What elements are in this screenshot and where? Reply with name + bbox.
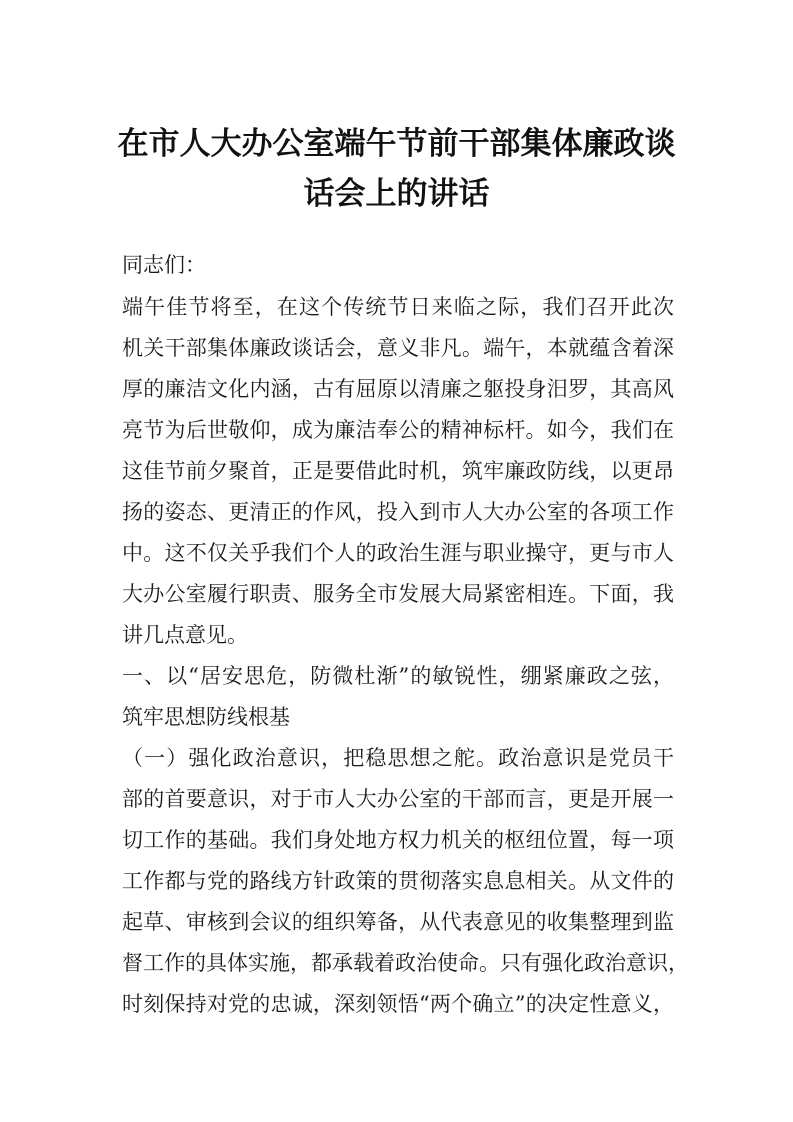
- paragraph-line: 机关干部集体廉政谈话会，意义非凡。端午，本就蕴含着深: [122, 336, 674, 360]
- paragraph-line: 部的首要意识，对于市人大办公室的干部而言，更是开展一: [122, 787, 674, 811]
- paragraph-line: 扬的姿态、更清正的作风，投入到市人大办公室的各项工作: [122, 500, 674, 524]
- paragraph-line: 时刻保持对党的忠诚，深刻领悟“两个确立”的决定性意义，: [122, 992, 674, 1016]
- paragraph-line: 起草、审核到会议的组织筹备，从代表意见的收集整理到监: [122, 910, 674, 934]
- paragraph-line: （一）强化政治意识，把稳思想之舵。政治意识是党员干: [122, 746, 674, 770]
- paragraph-line: 工作都与党的路线方针政策的贯彻落实息息相关。从文件的: [122, 869, 674, 893]
- paragraph-line: 切工作的基础。我们身处地方权力机关的枢纽位置，每一项: [122, 828, 674, 852]
- salutation: 同志们：: [122, 253, 206, 277]
- paragraph-line: 督工作的具体实施，都承载着政治使命。只有强化政治意识，: [122, 951, 689, 975]
- paragraph-line: 端午佳节将至，在这个传统节日来临之际，我们召开此次: [122, 295, 674, 319]
- section-heading-line: 筑牢思想防线根基: [122, 705, 290, 729]
- paragraph-line: 这佳节前夕聚首，正是要借此时机，筑牢廉政防线，以更昂: [122, 459, 674, 483]
- paragraph-line: 大办公室履行职责、服务全市发展大局紧密相连。下面，我: [122, 582, 674, 606]
- document-title-line-1: 在市人大办公室端午节前干部集体廉政谈: [117, 126, 676, 162]
- paragraph-line: 亮节为后世敬仰，成为廉洁奉公的精神标杆。如今，我们在: [122, 418, 674, 442]
- paragraph-line: 中。这不仅关乎我们个人的政治生涯与职业操守，更与市人: [122, 541, 674, 565]
- document-title-line-2: 话会上的讲话: [303, 176, 490, 212]
- paragraph-line: 讲几点意见。: [122, 623, 248, 647]
- paragraph-line: 厚的廉洁文化内涵，古有屈原以清廉之躯投身汨罗，其高风: [122, 377, 674, 401]
- section-heading-line: 一、以“居安思危，防微杜渐”的敏锐性，绷紧廉政之弦，: [122, 664, 674, 688]
